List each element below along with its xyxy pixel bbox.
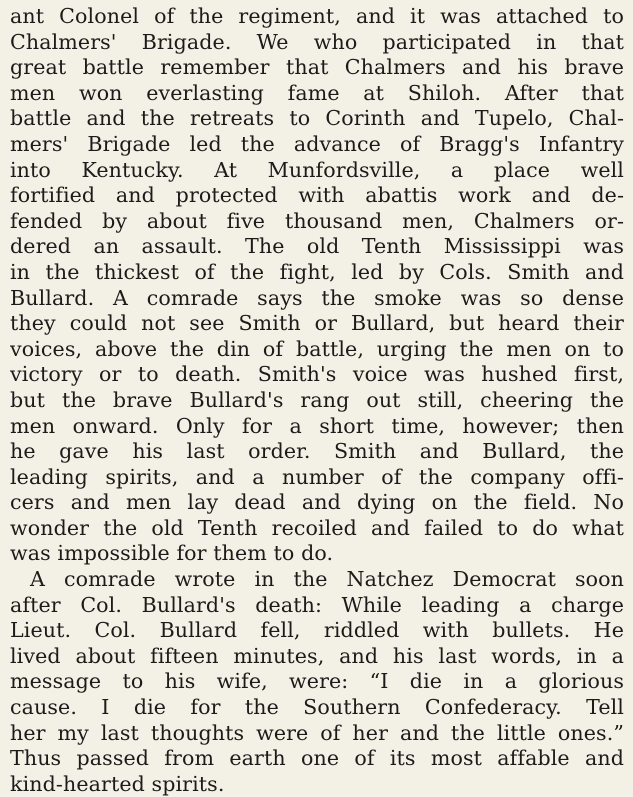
text-line: victory or to death. Smith's voice was hushed first, (10, 362, 624, 387)
text-line: battle and the retreats to Corinth and Tupelo, Chal- (10, 106, 624, 131)
text-line: great battle remember that Chalmers and his brave (10, 55, 624, 80)
text-line: fended by about five thousand men, Chalmers or- (10, 208, 624, 233)
text-line: Thus passed from earth one of its most affable and (10, 746, 624, 771)
text-line: cers and men lay dead and dying on the field. No (10, 490, 624, 515)
text-line: leading spirits, and a number of the company offi- (10, 464, 624, 489)
text-line: cause. I die for the Southern Confederacy. Tell (10, 695, 624, 720)
text-line: her my last thoughts were of her and the little ones.” (10, 720, 624, 745)
text-line: lived about fifteen minutes, and his last words, in a (10, 643, 624, 668)
text-line: Bullard. A comrade says the smoke was so dense (10, 285, 624, 310)
body-text (10, 4, 624, 797)
text-line: fortified and protected with abattis work and de- (10, 183, 624, 208)
paragraph-end-line: was impossible for them to do. (10, 541, 334, 566)
text-line: Lieut. Col. Bullard fell, riddled with bullets. He (10, 618, 624, 643)
text-line: dered an assault. The old Tenth Mississippi was (10, 234, 624, 259)
text-line: message to his wife, were: “I die in a glorious (10, 669, 624, 694)
text-line: men won everlasting fame at Shiloh. After that (10, 80, 624, 105)
text-line: ant Colonel of the regiment, and it was attached to (10, 4, 624, 28)
text-line: he gave his last order. Smith and Bullard, the (10, 439, 624, 464)
text-line: in the thickest of the fight, led by Cols. Smith and (10, 259, 624, 284)
text-line: men onward. Only for a short time, however; then (10, 413, 624, 438)
text-line: wonder the old Tenth recoiled and failed to do what (10, 515, 624, 540)
paragraph-start-line: A comrade wrote in the Natchez Democrat soon (30, 567, 624, 592)
text-line: but the brave Bullard's rang out still, cheering the (10, 387, 624, 412)
text-line: after Col. Bullard's death: While leading a charge (10, 592, 624, 617)
text-line: into Kentucky. At Munfordsville, a place well (10, 157, 624, 182)
text-line: voices, above the din of battle, urging the men on to (10, 336, 624, 361)
text-line: mers' Brigade led the advance of Bragg's Infantry (10, 131, 624, 156)
text-line: they could not see Smith or Bullard, but heard their (10, 311, 624, 336)
text-line: Chalmers' Brigade. We who participated in that (10, 29, 624, 54)
paragraph-end-line: kind-hearted spirits. (10, 771, 225, 796)
